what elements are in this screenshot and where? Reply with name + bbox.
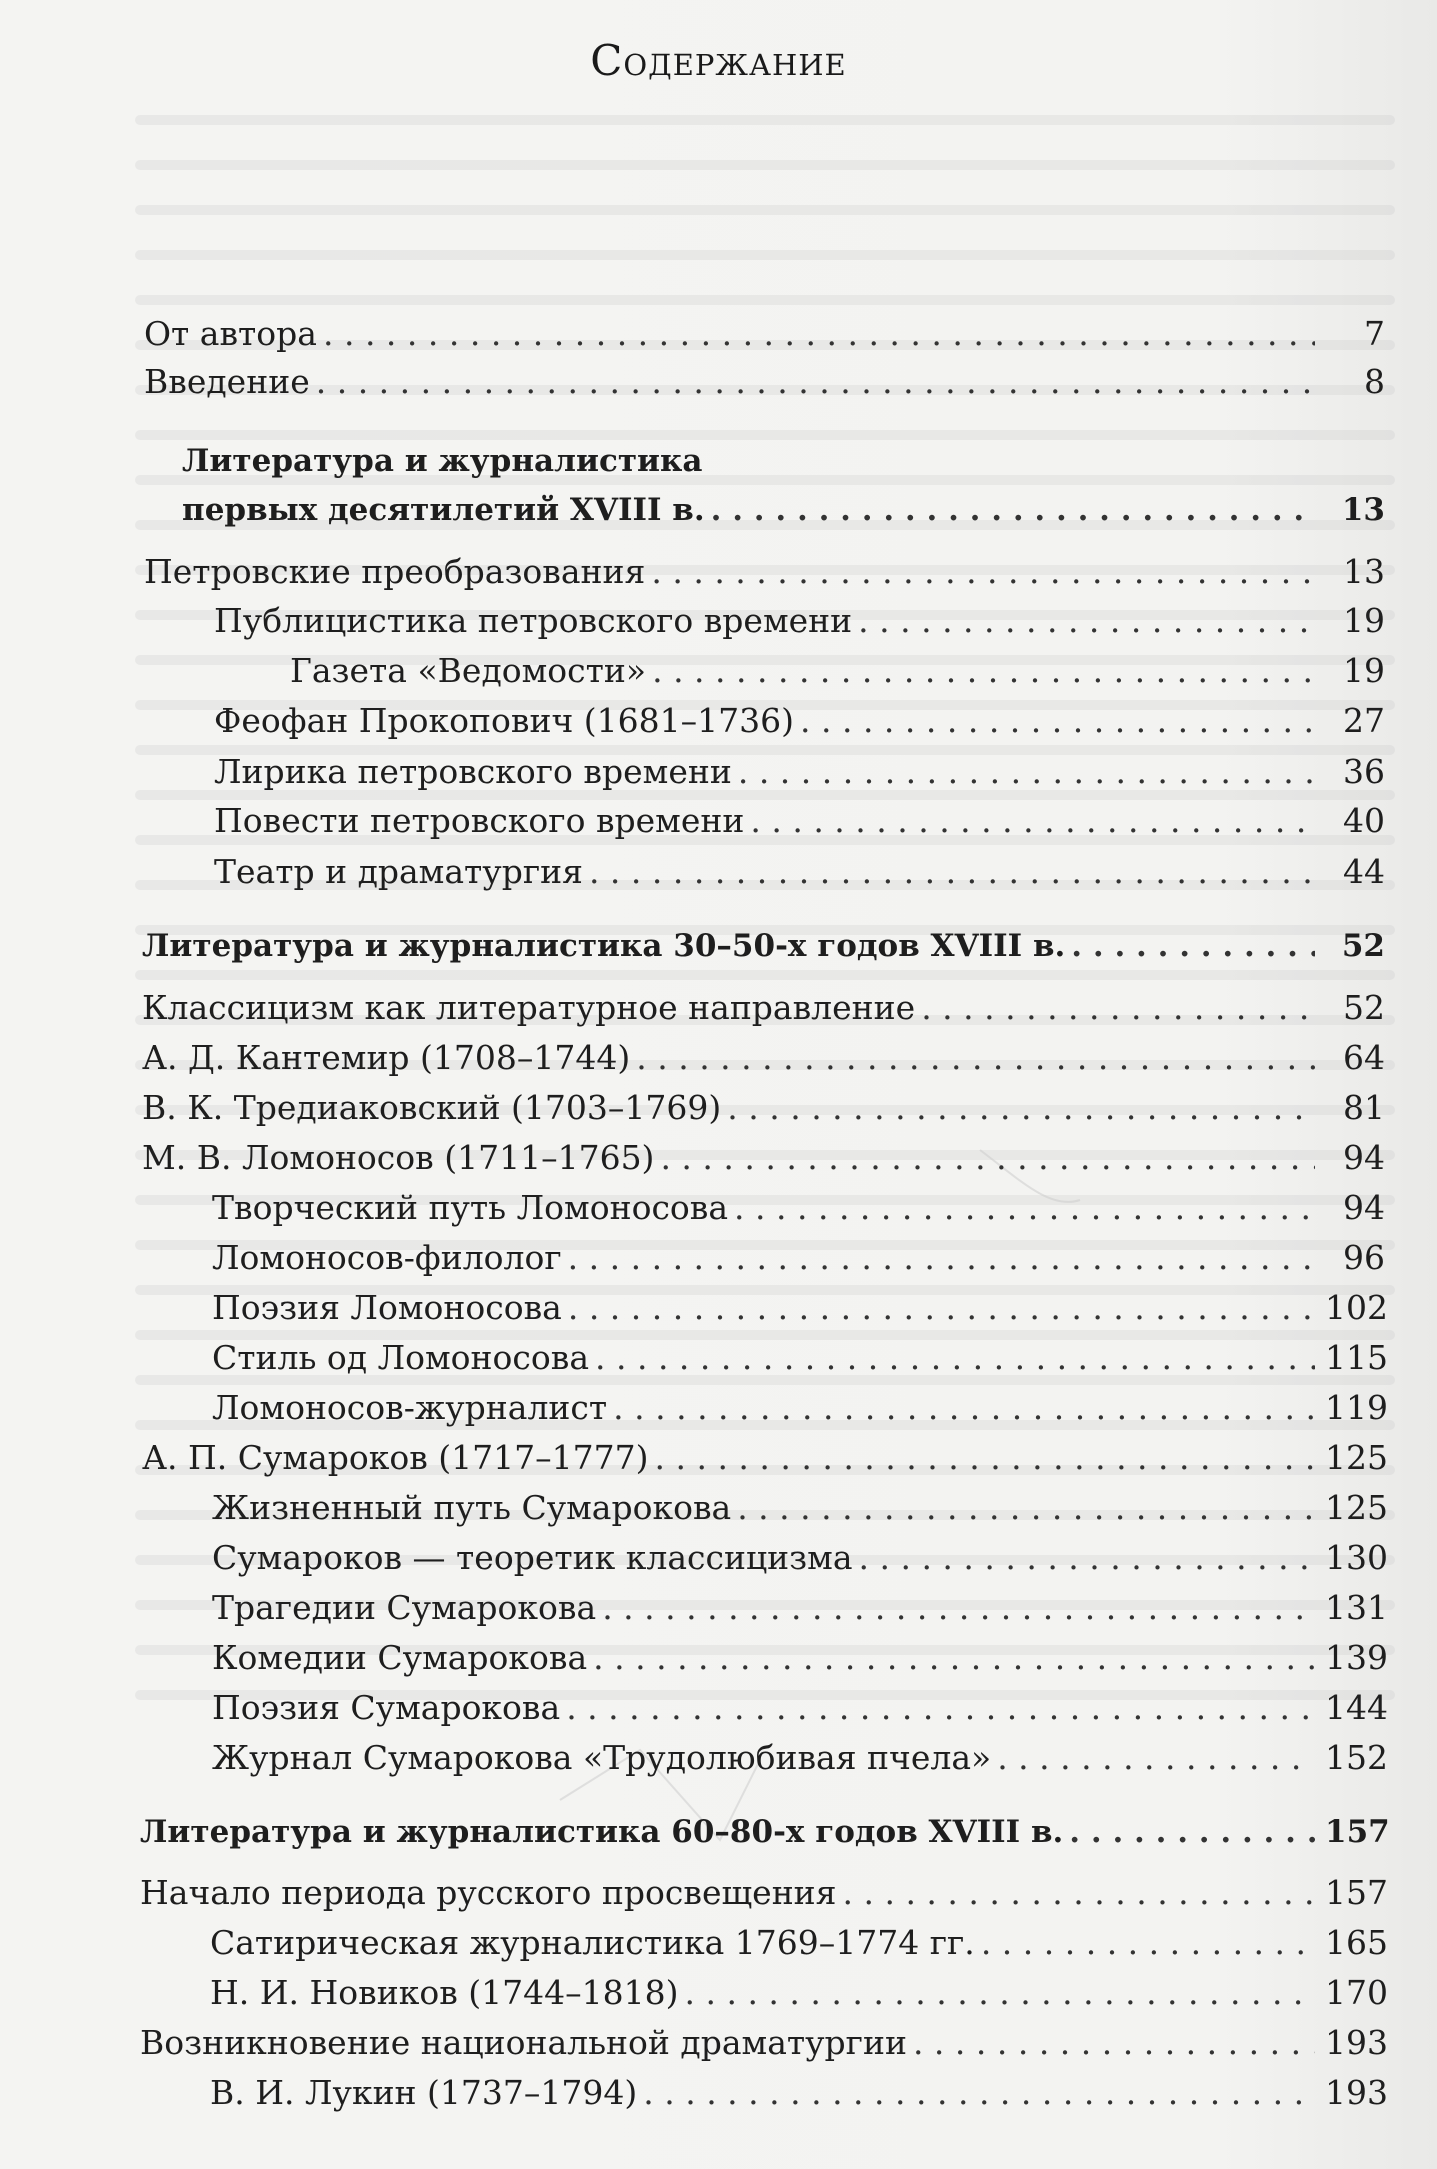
toc-page-number: 193 <box>1325 2073 1388 2112</box>
toc-entry <box>212 1588 1388 1628</box>
toc-page-number: 40 <box>1343 801 1385 840</box>
toc-entry <box>212 1488 1388 1528</box>
toc-entry <box>210 1973 1388 2013</box>
toc-page-number: 170 <box>1325 1973 1388 2012</box>
toc-entry <box>212 1738 1388 1778</box>
toc-entry-title: Петровские преобразования <box>144 552 646 591</box>
toc-page-number: 44 <box>1343 852 1385 891</box>
section-heading-line: Литература и журналистика <box>182 443 703 479</box>
leader-dots <box>595 1338 1315 1378</box>
toc-entry <box>212 1638 1388 1678</box>
toc-entry-title: Журнал Сумарокова «Трудолюбивая пчела» <box>212 1738 992 1777</box>
toc-entry <box>210 1923 1388 1963</box>
leader-dots <box>651 552 1315 592</box>
toc-entry <box>212 1288 1388 1328</box>
toc-entry <box>212 1238 1385 1278</box>
leader-dots <box>737 1488 1315 1528</box>
leader-dots <box>566 1688 1315 1728</box>
leader-dots <box>921 988 1315 1028</box>
toc-entry-title: Трагедии Сумарокова <box>212 1588 597 1627</box>
leader-dots <box>568 1238 1315 1278</box>
leader-dots <box>727 1088 1315 1128</box>
toc-entry <box>144 314 1385 354</box>
page-title: Содержание <box>590 36 847 85</box>
toc-page-number: 13 <box>1343 552 1385 591</box>
toc-page-number: 36 <box>1343 752 1385 791</box>
leader-dots <box>685 1973 1315 2013</box>
toc-page-number: 8 <box>1364 362 1385 401</box>
toc-entry-title: Театр и драматургия <box>214 852 583 891</box>
toc-entry <box>142 1138 1385 1178</box>
leader-dots <box>738 752 1315 792</box>
toc-entry-title: А. Д. Кантемир (1708–1744) <box>142 1038 631 1077</box>
toc-entry-title: Стиль од Ломоносова <box>212 1338 590 1377</box>
toc-entry-title: Сумароков — теоретик классицизма <box>212 1538 853 1577</box>
leader-dots <box>711 490 1315 530</box>
toc-page-number: 64 <box>1343 1038 1385 1077</box>
leader-dots <box>589 852 1315 892</box>
toc-entry-title: А. П. Сумароков (1717–1777) <box>142 1438 649 1477</box>
toc-page-number: 81 <box>1343 1088 1385 1127</box>
toc-entry-title: Классицизм как литературное направление <box>142 988 916 1027</box>
toc-page-number: 144 <box>1325 1688 1388 1727</box>
toc-entry <box>290 651 1385 691</box>
toc-page-number: 165 <box>1325 1923 1388 1962</box>
toc-entry-title: Поэзия Сумарокова <box>212 1688 561 1727</box>
toc-entry-title: Жизненный путь Сумарокова <box>212 1488 732 1527</box>
toc-entry <box>140 1873 1388 1913</box>
leader-dots <box>1071 926 1315 966</box>
toc-page-number: 27 <box>1343 701 1385 740</box>
toc-entry <box>142 1038 1385 1078</box>
toc-entry-title: Сатирическая журналистика 1769–1774 гг. <box>210 1923 975 1962</box>
toc-entry-title: Комедии Сумарокова <box>212 1638 588 1677</box>
toc-page-number: 7 <box>1364 314 1385 353</box>
toc-entry-title: Ломоносов-филолог <box>212 1238 562 1277</box>
toc-entry <box>212 1538 1388 1578</box>
toc-page-number: 193 <box>1325 2023 1388 2062</box>
leader-dots <box>981 1923 1315 1963</box>
toc-page-number: 52 <box>1343 988 1385 1027</box>
toc-page-number: 115 <box>1325 1338 1388 1377</box>
toc-entry-title: Начало периода русского просвещения <box>140 1873 837 1912</box>
toc-page-number: 13 <box>1341 492 1385 528</box>
leader-dots <box>568 1288 1315 1328</box>
toc-entry <box>144 552 1385 592</box>
toc-page-number: 102 <box>1325 1288 1388 1327</box>
toc-page-number: 125 <box>1325 1438 1388 1477</box>
toc-entry <box>142 1438 1388 1478</box>
toc-page-number: 152 <box>1325 1738 1388 1777</box>
toc-page-number: 52 <box>1341 928 1385 964</box>
toc-entry-title: В. И. Лукин (1737–1794) <box>210 2073 638 2112</box>
toc-entry-title: Возникновение национальной драматургии <box>140 2023 907 2062</box>
toc-entry <box>144 362 1385 402</box>
toc-page-number: 139 <box>1325 1638 1388 1677</box>
toc-entry <box>212 1388 1388 1428</box>
toc-entry-title: Публицистика петровского времени <box>214 601 853 640</box>
toc-entry-title: первых десятилетий XVIII в. <box>182 492 705 528</box>
toc-entry <box>214 852 1385 892</box>
leader-dots <box>750 801 1315 841</box>
toc-entry <box>212 1688 1388 1728</box>
toc-entry-title: Литература и журналистика 30–50-х годов XVIII в. <box>142 928 1066 964</box>
toc-entry-title: Поэзия Ломоносова <box>212 1288 562 1327</box>
toc-entry <box>212 1338 1388 1378</box>
toc-page-number: 94 <box>1343 1138 1385 1177</box>
toc-page-number: 19 <box>1343 601 1385 640</box>
toc-entry-title: В. К. Тредиаковский (1703–1769) <box>142 1088 722 1127</box>
toc-entry <box>142 1088 1385 1128</box>
leader-dots <box>655 1438 1315 1478</box>
toc-entry-title: Творческий путь Ломоносова <box>212 1188 729 1227</box>
toc-entry-title: Лирика петровского времени <box>214 752 732 791</box>
toc-entry <box>214 601 1385 641</box>
toc-entry <box>142 988 1385 1028</box>
leader-dots <box>593 1638 1315 1678</box>
toc-entry <box>214 801 1385 841</box>
toc-entry-title: Повести петровского времени <box>214 801 745 840</box>
toc-page-number: 157 <box>1325 1814 1390 1850</box>
leader-dots <box>602 1588 1315 1628</box>
toc-page-number: 130 <box>1325 1538 1388 1577</box>
leader-dots <box>859 1538 1315 1578</box>
toc-page-number: 94 <box>1343 1188 1385 1227</box>
toc-entry-title: Ломоносов-журналист <box>212 1388 608 1427</box>
toc-entry-title: От автора <box>144 314 317 353</box>
leader-dots <box>316 362 1315 402</box>
leader-dots <box>800 701 1315 741</box>
toc-entry-title: Н. И. Новиков (1744–1818) <box>210 1973 679 2012</box>
leader-dots <box>1069 1812 1315 1852</box>
leader-dots <box>843 1873 1316 1913</box>
toc-entry <box>214 701 1385 741</box>
leader-dots <box>652 651 1315 691</box>
leader-dots <box>660 1138 1315 1178</box>
leader-dots <box>997 1738 1315 1778</box>
toc-page-number: 19 <box>1343 651 1385 690</box>
leader-dots <box>323 314 1315 354</box>
leader-dots <box>734 1188 1315 1228</box>
toc-entry-title: Газета «Ведомости» <box>290 651 647 690</box>
section-heading <box>140 1812 1390 1852</box>
leader-dots <box>636 1038 1315 1078</box>
toc-entry-title: Литература и журналистика 60–80-х годов XVIII в. <box>140 1814 1064 1850</box>
toc-page-number: 96 <box>1343 1238 1385 1277</box>
toc-entry-title: Феофан Прокопович (1681–1736) <box>214 701 794 740</box>
toc-entry-title: М. В. Ломоносов (1711–1765) <box>142 1138 655 1177</box>
toc-entry-title: Введение <box>144 362 310 401</box>
toc-entry <box>214 752 1385 792</box>
toc-page-number: 119 <box>1325 1388 1388 1427</box>
toc-page-number: 157 <box>1325 1873 1388 1912</box>
leader-dots <box>913 2023 1315 2063</box>
toc-entry <box>140 2023 1388 2063</box>
toc-entry <box>212 1188 1385 1228</box>
toc-entry <box>210 2073 1388 2113</box>
toc-page-number: 131 <box>1325 1588 1388 1627</box>
leader-dots <box>858 601 1315 641</box>
leader-dots <box>613 1388 1315 1428</box>
section-heading <box>182 490 1385 530</box>
leader-dots <box>643 2073 1315 2113</box>
toc-page-number: 125 <box>1325 1488 1388 1527</box>
section-heading <box>142 926 1385 966</box>
